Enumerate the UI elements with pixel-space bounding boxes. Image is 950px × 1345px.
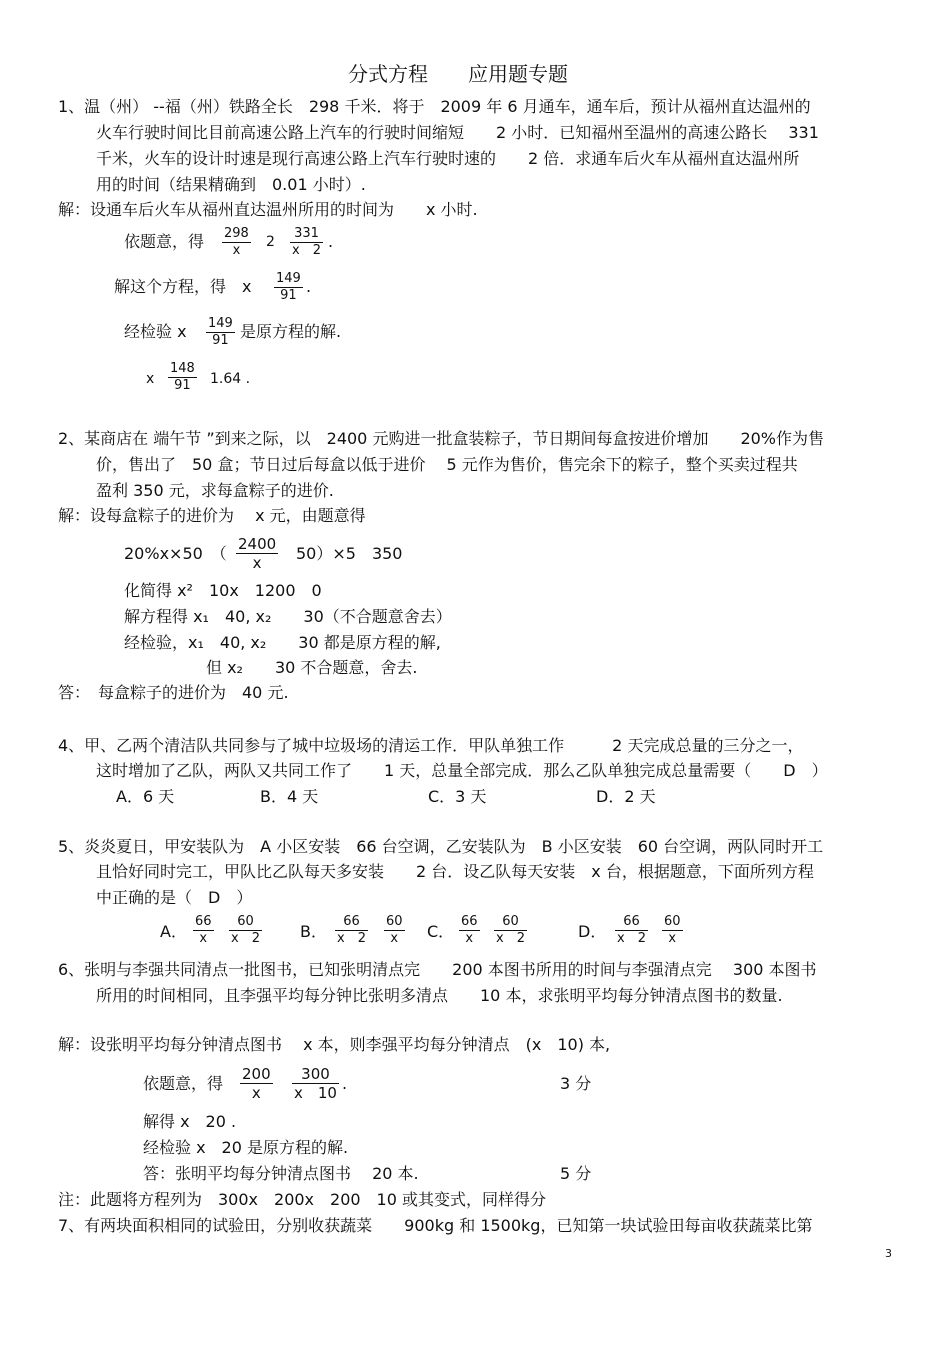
q6-check: 经检验 x 20 是原方程的解. [143,1138,349,1157]
q6-fraction-2 [292,1065,339,1102]
q1-line-3: 千米，火车的设计时速是现行高速公路上汽车行驶时速的 2 倍．求通车后火车从福州直达温州所 [96,149,800,168]
denominator: x 2 [496,931,525,946]
q2-reject: 但 x₂ 30 不合题意，舍去. [206,658,418,677]
q1-eq-prefix: 依题意，得 [124,232,205,251]
q5-opt-b-label: B． [300,922,327,941]
q2-simplify: 化简得 x² 10x 1200 0 [124,581,322,600]
q5-opt-b-frac-2 [384,914,405,947]
q1-line-1: 1、温（州） --福（州）铁路全长 298 千米．将于 2009 年 6 月通车，通车后，预计从福州直达温州的 [58,97,811,116]
q4-option-b: B．4 天 [260,787,319,806]
q1-fraction-5 [168,361,197,394]
q1-f1-denominator: x [232,243,241,258]
q6-eq-end: . [342,1074,348,1093]
q1-fraction-3 [274,271,303,304]
q5-line-2: 且恰好同时完工，甲队比乙队每天多安装 2 台．设乙队每天安装 x 台，根据题意，下面所列方程 [96,862,814,881]
q6-score-2: 5 分 [560,1164,592,1183]
q5-opt-d-frac-1 [615,914,648,947]
q5-opt-d-label: D． [578,922,607,941]
q6-f2-denominator: x 10 [294,1084,337,1102]
q6-fraction-1 [240,1065,273,1102]
q1-solution-intro: 解：设通车后火车从福州直达温州所用的时间为 x 小时. [58,200,478,219]
q2-f1-numerator: 2400 [238,535,277,553]
q1-f5-numerator: 148 [170,361,195,376]
numerator: 60 [386,914,403,929]
q5-opt-a-frac-2 [229,914,262,947]
q2-line-1: 2、某商店在 端午节 ”到来之际，以 2400 元购进一批盒装粽子，节日期间每盒按进价增加 20%作为售 [58,429,825,448]
page-number: 3 [885,1247,892,1260]
q5-opt-c-frac-1 [459,914,480,947]
q5-line-1: 5、炎炎夏日，甲安装队为 A 小区安装 66 台空调，乙安装队为 B 小区安装 60 台空调，两队同时开工 [58,837,824,856]
q1-check-end: 是原方程的解. [240,322,342,341]
q1-check-prefix: 经检验 x [124,322,187,341]
q6-f1-numerator: 200 [242,1065,271,1083]
q5-opt-c-label: C． [427,922,455,941]
q2-fraction-1 [236,535,278,572]
q5-line-3: 中正确的是（ D ） [96,888,253,907]
q1-f2-numerator: 331 [290,226,323,243]
q4-option-c: C．3 天 [428,787,487,806]
q5-opt-c-frac-2 [494,914,527,947]
numerator: 66 [195,914,212,929]
q6-eq-prefix: 依题意，得 [143,1074,224,1093]
q1-eq-mid: 2 [266,234,275,250]
q1-f3-numerator: 149 [276,271,301,286]
q6-line-1: 6、张明与李强共同清点一批图书，已知张明清点完 200 本图书所用的时间与李强清点完 300 本图书 [58,960,817,979]
q6-solve: 解得 x 20 . [143,1112,237,1131]
denominator: x 2 [231,931,260,946]
q2-answer: 答： 每盒粽子的进价为 40 元. [58,683,289,702]
numerator: 60 [229,914,262,931]
q1-f2-denominator: x 2 [292,243,321,258]
denominator: x 2 [337,931,366,946]
q5-opt-d-frac-2 [662,914,683,947]
q1-fraction-2 [290,226,323,259]
numerator: 66 [335,914,368,931]
q6-score-1: 3 分 [560,1074,592,1093]
q1-f3-denominator: 91 [280,288,297,303]
q2-line-2: 价，售出了 50 盒；节日过后每盒以低于进价 5 元作为售价，售完余下的粽子，整个买卖过程共 [96,455,798,474]
q6-line-2: 所用的时间相同，且李强平均每分钟比张明多清点 10 本，求张明平均每分钟清点图书的数量. [96,986,783,1005]
q6-solution-intro: 解：设张明平均每分钟清点图书 x 本，则李强平均每分钟清点 (x 10) 本, [58,1035,611,1054]
numerator: 60 [494,914,527,931]
q6-answer: 答：张明平均每分钟清点图书 20 本. [143,1164,419,1183]
numerator: 60 [664,914,681,929]
q5-opt-a-frac-1 [193,914,214,947]
q2-solve: 解方程得 x₁ 40, x₂ 30（不合题意舍去） [124,607,452,626]
q2-eq-right: 50）×5 350 [296,544,403,563]
q6-f1-denominator: x [251,1084,261,1102]
q1-f1-numerator: 298 [224,226,249,241]
q5-opt-a-label: A． [160,922,187,941]
q2-check: 经检验，x₁ 40, x₂ 30 都是原方程的解, [124,633,441,652]
q1-fraction-4 [206,316,235,349]
denominator: x [199,931,208,946]
q2-eq-left: 20%x×50 （ [124,544,227,563]
q4-line-1: 4、甲、乙两个清洁队共同参与了城中垃圾场的清运工作．甲队单独工作 2 天完成总量的三分之一， [58,736,804,755]
q1-line-4: 用的时间（结果精确到 0.01 小时）. [96,175,366,194]
q6-f2-numerator: 300 [292,1065,339,1084]
q6-note: 注：此题将方程列为 300x 200x 200 10 或其变式，同样得分 [58,1190,547,1209]
q5-opt-b-frac-1 [335,914,368,947]
q1-line-2: 火车行驶时间比目前高速公路上汽车的行驶时间缩短 2 小时．已知福州至温州的高速公路长 331 [96,123,819,142]
denominator: x [465,931,474,946]
denominator: x [390,931,399,946]
q4-option-a: A．6 天 [116,787,175,806]
q1-solve-end: . [306,277,312,296]
q1-fraction-1 [222,226,251,259]
q4-line-2: 这时增加了乙队，两队又共同工作了 1 天，总量全部完成．那么乙队单独完成总量需要（ D ） [96,761,828,780]
denominator: x 2 [617,931,646,946]
denominator: x [668,931,677,946]
q7-line-1: 7、有两块面积相同的试验田，分别收获蔬菜 900kg 和 1500kg，已知第一块试验田每亩收获蔬菜比第 [58,1216,813,1235]
q1-eq-end: . [328,232,334,251]
q2-line-3: 盈利 350 元，求每盒粽子的进价. [96,481,334,500]
q1-x-label: x [146,371,155,387]
q2-f1-denominator: x [252,554,262,572]
q2-solution-intro: 解：设每盒粽子的进价为 x 元，由题意得 [58,506,366,525]
numerator: 66 [615,914,648,931]
q4-option-d: D．2 天 [596,787,656,806]
q1-f5-denominator: 91 [174,378,191,393]
numerator: 66 [461,914,478,929]
q1-f4-numerator: 149 [208,316,233,331]
q1-f4-denominator: 91 [212,333,229,348]
q1-solve-prefix: 解这个方程，得 x [114,277,252,296]
page-title: 分式方程 应用题专题 [348,62,568,86]
q1-approx: 1.64 . [210,371,251,387]
